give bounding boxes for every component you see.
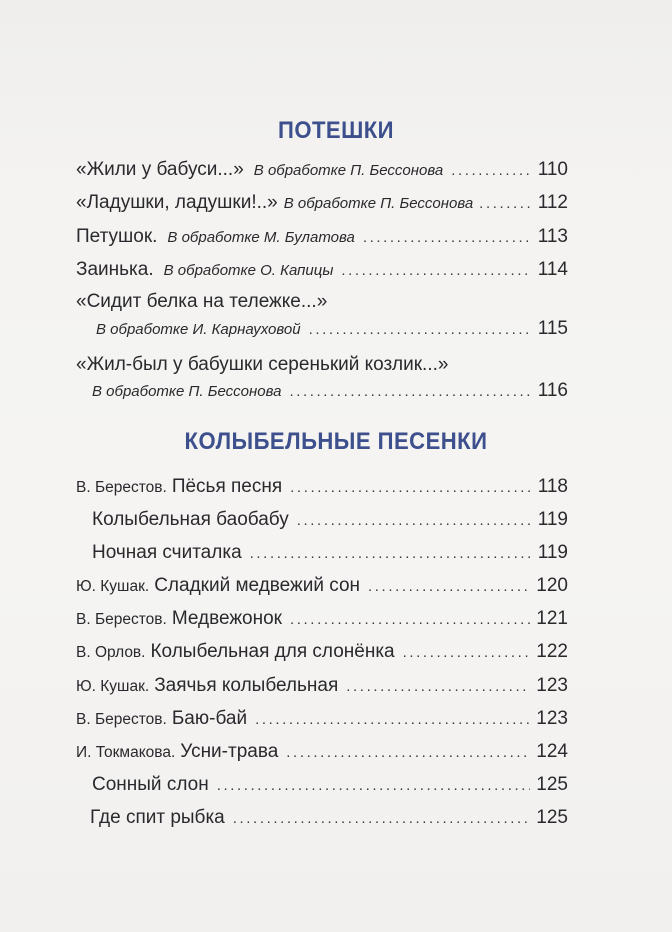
entry-page-number: 113 bbox=[537, 226, 568, 247]
dot-leader bbox=[286, 738, 530, 768]
entry-author: В. Берестов. bbox=[76, 711, 167, 728]
entry-title: Баю-бай bbox=[171, 708, 248, 729]
toc-entry[interactable] bbox=[92, 505, 568, 535]
entry-title: Колыбельная для слонёнка bbox=[150, 641, 395, 662]
entry-title: Ночная считалка bbox=[92, 542, 242, 563]
dot-leader bbox=[250, 539, 530, 569]
dot-leader bbox=[403, 638, 530, 668]
toc-entry[interactable] bbox=[86, 376, 568, 406]
entry-page-number: 123 bbox=[536, 675, 568, 696]
entry-note: В обработке П. Бессонова bbox=[92, 383, 282, 400]
entry-page-number: 120 bbox=[536, 575, 568, 596]
entry-title: Усни-трава bbox=[180, 741, 279, 762]
dot-leader bbox=[346, 672, 530, 702]
entry-author: В. Берестов. bbox=[76, 479, 167, 496]
entry-title: Сонный слон bbox=[92, 774, 209, 795]
toc-entry[interactable] bbox=[76, 188, 568, 218]
dot-leader bbox=[290, 473, 530, 503]
toc-entry[interactable] bbox=[76, 704, 568, 734]
section-title-poteshki: ПОТЕШКИ bbox=[277, 117, 395, 144]
entry-title: «Жили у бабуси...» bbox=[76, 159, 244, 180]
entry-page-number: 114 bbox=[537, 259, 568, 280]
dot-leader bbox=[289, 377, 530, 407]
toc-entry[interactable] bbox=[76, 155, 568, 185]
dot-leader bbox=[309, 315, 530, 345]
dot-leader bbox=[233, 804, 530, 834]
entry-page-number: 125 bbox=[536, 807, 568, 828]
toc-entry[interactable] bbox=[86, 314, 568, 344]
entry-author: В. Орлов. bbox=[76, 644, 146, 661]
dot-leader bbox=[290, 605, 530, 635]
entry-page-number: 110 bbox=[537, 159, 568, 180]
entry-author: И. Токмакова. bbox=[76, 744, 176, 761]
dot-leader bbox=[363, 223, 530, 253]
entry-page-number: 122 bbox=[536, 641, 568, 662]
entry-note: В обработке М. Булатова bbox=[167, 229, 355, 246]
dot-leader bbox=[368, 572, 530, 602]
entry-note: В обработке П. Бессонова bbox=[253, 162, 444, 179]
toc-entry[interactable] bbox=[76, 222, 568, 252]
entry-title: Сладкий медвежий сон bbox=[154, 575, 361, 596]
entry-author: Ю. Кушак. bbox=[76, 678, 150, 695]
entry-page-number: 119 bbox=[537, 509, 568, 530]
dot-leader bbox=[297, 506, 530, 536]
entry-page-number: 116 bbox=[537, 380, 568, 401]
entry-note: В обработке П. Бессонова bbox=[283, 195, 474, 212]
entry-page-number: 125 bbox=[536, 774, 568, 795]
entry-page-number: 121 bbox=[536, 608, 568, 629]
entry-title: Где спит рыбка bbox=[90, 807, 225, 828]
entry-note: В обработке И. Карнауховой bbox=[96, 321, 301, 338]
toc-entry[interactable] bbox=[76, 255, 568, 285]
toc-entry[interactable] bbox=[76, 671, 568, 701]
dot-leader bbox=[341, 256, 530, 286]
entry-page-number: 124 bbox=[536, 741, 568, 762]
entry-title: Заячья колыбельная bbox=[154, 675, 339, 696]
entry-page-number: 119 bbox=[537, 542, 568, 563]
entry-title: Петушок. bbox=[76, 226, 158, 247]
toc-entry[interactable] bbox=[76, 571, 568, 601]
entry-title: «Сидит белка на тележке...» bbox=[76, 291, 328, 312]
toc-entry-title-line[interactable] bbox=[76, 287, 327, 317]
dot-leader bbox=[451, 156, 530, 186]
entry-page-number: 115 bbox=[537, 318, 568, 339]
toc-entry[interactable] bbox=[92, 538, 568, 568]
entry-note: В обработке О. Капицы bbox=[163, 262, 334, 279]
entry-page-number: 112 bbox=[537, 192, 568, 213]
entry-title: Колыбельная баобабу bbox=[92, 509, 289, 530]
toc-entry[interactable] bbox=[92, 770, 568, 800]
toc-entry[interactable] bbox=[76, 472, 568, 502]
toc-entry[interactable] bbox=[90, 803, 568, 833]
entry-page-number: 118 bbox=[537, 476, 568, 497]
entry-title: «Ладушки, ладушки!..» bbox=[76, 192, 278, 213]
toc-entry[interactable] bbox=[76, 637, 568, 667]
dot-leader bbox=[217, 771, 530, 801]
entry-author: В. Берестов. bbox=[76, 611, 167, 628]
entry-title: Заинька. bbox=[76, 259, 154, 280]
toc-entry[interactable] bbox=[76, 604, 568, 634]
dot-leader bbox=[255, 705, 530, 735]
entry-title: Медвежонок bbox=[171, 608, 282, 629]
dot-leader bbox=[479, 189, 532, 219]
toc-entry[interactable] bbox=[76, 737, 568, 767]
entry-author: Ю. Кушак. bbox=[76, 578, 150, 595]
entry-page-number: 123 bbox=[536, 708, 568, 729]
entry-title: Пёсья песня bbox=[171, 476, 283, 497]
entry-title: «Жил-был у бабушки серенький козлик...» bbox=[76, 354, 449, 375]
section-title-lullabies: КОЛЫБЕЛЬНЫЕ ПЕСЕНКИ bbox=[184, 428, 488, 455]
